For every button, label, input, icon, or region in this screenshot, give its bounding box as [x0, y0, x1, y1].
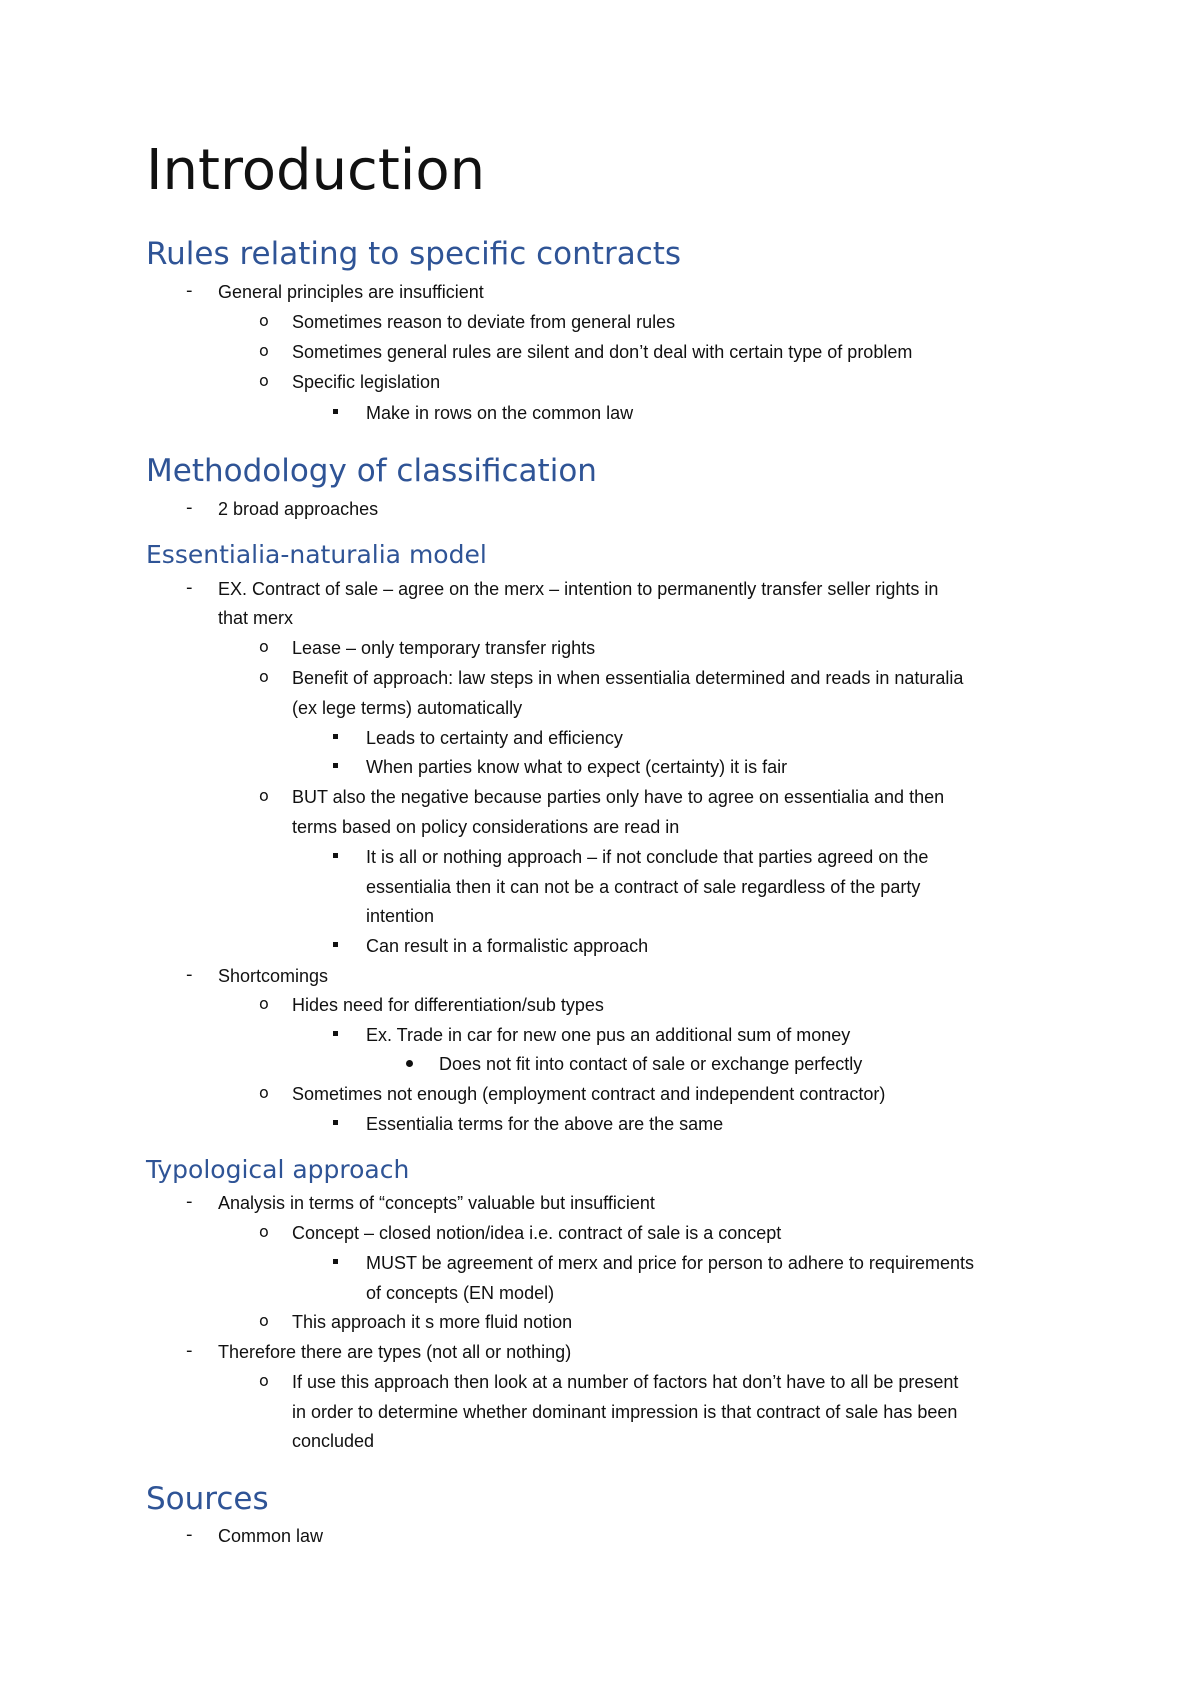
list-item: It is all or nothing approach – if not conclude that parties agreed on the	[366, 847, 929, 867]
list-item-continuation: (ex lege terms) automatically	[292, 698, 523, 718]
list-item-continuation: of concepts (EN model)	[366, 1283, 555, 1303]
dash-bullet-icon: -	[186, 280, 193, 301]
list-item: Lease – only temporary transfer rights	[292, 638, 596, 658]
list-item: This approach it s more fluid notion	[292, 1312, 573, 1332]
list-item-continuation: terms based on policy considerations are read in	[292, 817, 680, 837]
circle-bullet-icon: o	[259, 1222, 269, 1241]
list-item: Concept – closed notion/idea i.e. contract of sale is a concept	[292, 1223, 782, 1243]
dash-bullet-icon: -	[186, 964, 193, 985]
list-item-continuation: that merx	[218, 608, 294, 628]
list-item: Common law	[218, 1526, 324, 1546]
section-heading-sources: Sources	[146, 1481, 269, 1517]
list-item: Does not fit into contact of sale or exchange perfectly	[439, 1054, 863, 1074]
circle-bullet-icon: o	[259, 341, 269, 360]
dash-bullet-icon: -	[186, 497, 193, 518]
list-item-continuation: in order to determine whether dominant impression is that contract of sale has been	[292, 1402, 958, 1422]
list-item: EX. Contract of sale – agree on the merx – intention to permanently transfer seller rights in	[218, 579, 939, 599]
page-title: Introduction	[146, 138, 486, 203]
square-bullet-icon	[333, 853, 338, 858]
square-bullet-icon	[333, 1031, 338, 1036]
list-item: General principles are insufficient	[218, 282, 484, 302]
circle-bullet-icon: o	[259, 311, 269, 330]
square-bullet-icon	[333, 763, 338, 768]
section-heading-methodology: Methodology of classification	[146, 453, 597, 489]
list-item: MUST be agreement of merx and price for person to adhere to requirements	[366, 1253, 974, 1273]
list-item: BUT also the negative because parties only have to agree on essentialia and then	[292, 787, 945, 807]
list-item: Sometimes general rules are silent and don’t deal with certain type of problem	[292, 342, 913, 362]
square-bullet-icon	[333, 942, 338, 947]
list-item: When parties know what to expect (certainty) it is fair	[366, 757, 788, 777]
list-item: Can result in a formalistic approach	[366, 936, 649, 956]
list-item: Leads to certainty and efficiency	[366, 728, 623, 748]
circle-bullet-icon: o	[259, 1371, 269, 1390]
dash-bullet-icon: -	[186, 1191, 193, 1212]
section-heading-rules: Rules relating to specific contracts	[146, 236, 682, 272]
list-item: 2 broad approaches	[218, 499, 379, 519]
circle-bullet-icon: o	[259, 994, 269, 1013]
list-item: Sometimes not enough (employment contract and independent contractor)	[292, 1084, 886, 1104]
dash-bullet-icon: -	[186, 1524, 193, 1545]
subsection-heading-typological: Typological approach	[146, 1155, 410, 1184]
subsection-heading-essentialia: Essentialia-naturalia model	[146, 540, 487, 569]
list-item: Make in rows on the common law	[366, 403, 634, 423]
list-item: Analysis in terms of “concepts” valuable but insufficient	[218, 1193, 655, 1213]
list-item: Hides need for differentiation/sub types	[292, 995, 604, 1015]
list-item: Benefit of approach: law steps in when essentialia determined and reads in naturalia	[292, 668, 964, 688]
square-bullet-icon	[333, 1259, 338, 1264]
circle-bullet-icon: o	[259, 667, 269, 686]
list-item: Shortcomings	[218, 966, 329, 986]
circle-bullet-icon: o	[259, 1311, 269, 1330]
list-item-continuation: essentialia then it can not be a contract of sale regardless of the party	[366, 877, 921, 897]
circle-bullet-icon: o	[259, 786, 269, 805]
list-item: Sometimes reason to deviate from general rules	[292, 312, 676, 332]
filled-dot-bullet-icon	[406, 1060, 413, 1067]
square-bullet-icon	[333, 1120, 338, 1125]
dash-bullet-icon: -	[186, 1340, 193, 1361]
circle-bullet-icon: o	[259, 1083, 269, 1102]
list-item-continuation: intention	[366, 906, 435, 926]
circle-bullet-icon: o	[259, 637, 269, 656]
list-item: If use this approach then look at a number of factors hat don’t have to all be present	[292, 1372, 959, 1392]
list-item: Therefore there are types (not all or nothing)	[218, 1342, 572, 1362]
list-item: Ex. Trade in car for new one pus an additional sum of money	[366, 1025, 851, 1045]
square-bullet-icon	[333, 734, 338, 739]
circle-bullet-icon: o	[259, 371, 269, 390]
dash-bullet-icon: -	[186, 577, 193, 598]
list-item: Specific legislation	[292, 372, 441, 392]
list-item: Essentialia terms for the above are the same	[366, 1114, 724, 1134]
square-bullet-icon	[333, 409, 338, 414]
list-item-continuation: concluded	[292, 1431, 375, 1451]
